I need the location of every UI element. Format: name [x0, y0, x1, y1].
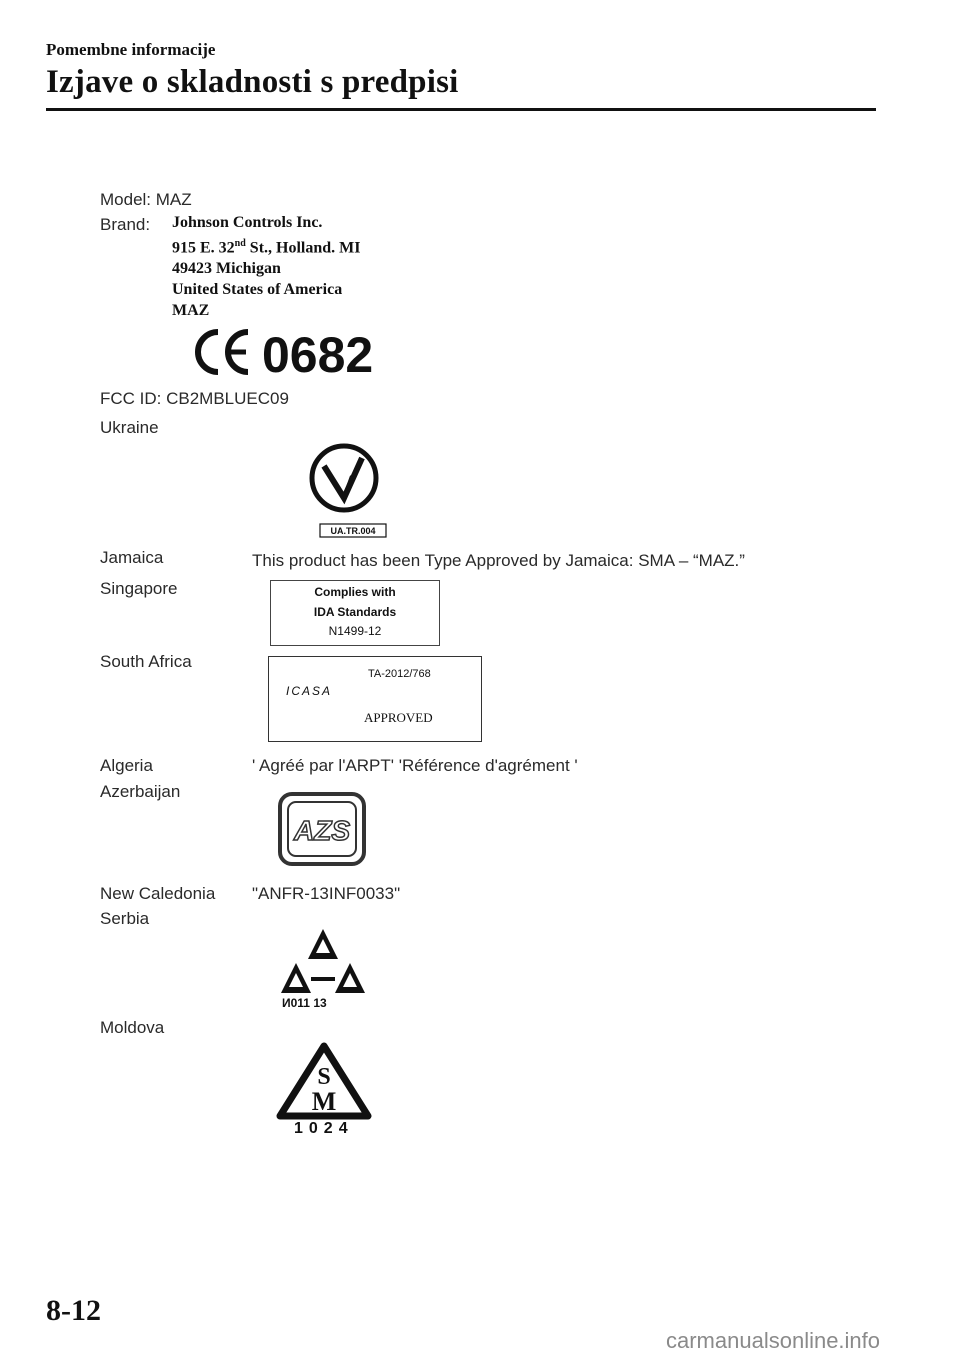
new-caledonia-label: New Caledonia — [100, 884, 216, 903]
jamaica-approval-text: This product has been Type Approved by Jamaica: SMA – “MAZ.” — [252, 551, 745, 570]
brand-street: 915 E. 32nd St., Holland. MI — [172, 238, 361, 257]
azerbaijan-label: Azerbaijan — [100, 782, 181, 801]
ukraine-label: Ukraine — [100, 418, 159, 437]
brand-model: MAZ — [172, 302, 210, 320]
moldova-certification-icon — [274, 1042, 374, 1122]
moldova-code: 1024 — [294, 1120, 354, 1137]
ukraine-logo-code: UA.TR.004 — [330, 526, 376, 536]
jamaica-label: Jamaica — [100, 548, 164, 567]
brand-label: Brand: — [100, 215, 151, 234]
ce-mark-number: 0682 — [262, 327, 374, 378]
south-africa-label: South Africa — [100, 652, 192, 671]
moldova-label: Moldova — [100, 1018, 165, 1037]
icasa-logo: ICASA — [286, 684, 333, 698]
ida-standards-label — [270, 580, 440, 646]
singapore-label: Singapore — [100, 579, 178, 598]
page-title: Izjave o skladnosti s predpisi — [46, 64, 459, 100]
serbia-code: И011 13 — [282, 996, 327, 1010]
brand-company: Johnson Controls Inc. — [172, 214, 323, 231]
brand-address-block — [172, 212, 360, 321]
fcc-id-line: FCC ID: CB2MBLUEC09 — [100, 389, 289, 408]
algeria-approval-text: ' Agréé par l'ARPT' 'Référence d'agrément ' — [252, 756, 578, 775]
ida-line-2: IDA Standards — [313, 605, 397, 619]
page-number: 8-12 — [46, 1294, 101, 1327]
section-heading: Pomembne informacije — [46, 40, 216, 59]
ukraine-certification-icon — [304, 428, 390, 540]
icasa-approved-text: APPROVED — [364, 710, 433, 725]
serbia-certification-icon — [278, 925, 368, 995]
brand-zip: 49423 Michigan — [172, 260, 281, 278]
algeria-label: Algeria — [100, 756, 153, 775]
icasa-reference: TA-2012/768 — [368, 668, 431, 680]
new-caledonia-code: "ANFR-13INF0033" — [252, 884, 401, 903]
title-divider — [46, 108, 876, 111]
model-line: Model: MAZ — [100, 190, 192, 209]
serbia-label: Serbia — [100, 909, 150, 928]
ida-line-1: Complies with — [314, 585, 396, 599]
svg-text:S: S — [317, 1064, 331, 1090]
ce-mark-logo — [190, 326, 380, 378]
ida-line-3: N1499-12 — [328, 624, 382, 638]
svg-text:M: M — [311, 1087, 337, 1116]
watermark: carmanualsonline.info — [666, 1328, 881, 1353]
azs-certification-icon — [274, 790, 370, 868]
azs-logo-text: AZS — [294, 815, 350, 846]
brand-country: United States of America — [172, 281, 343, 299]
